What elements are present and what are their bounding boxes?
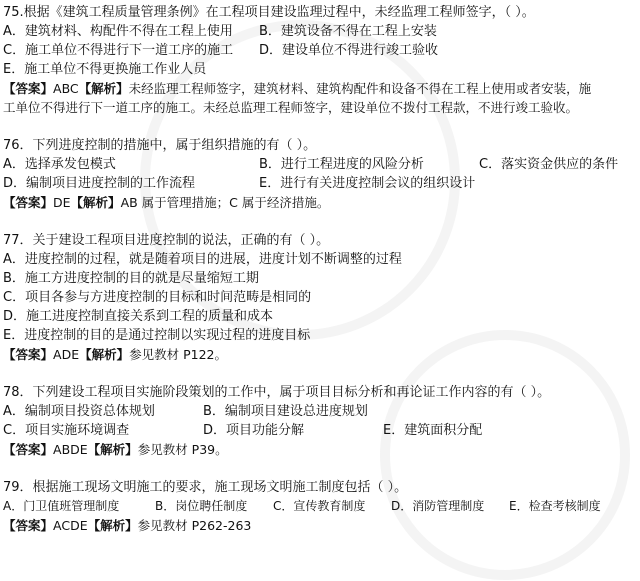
analysis-tag: 【解析】	[87, 442, 138, 457]
option-row	[3, 155, 637, 174]
analysis-text: AB 属于管理措施；C 属于经济措施。	[120, 195, 330, 210]
spacer	[3, 364, 637, 383]
question-stem: 75.根据《建筑工程质量管理条例》在工程项目建设监理过程中，未经监理工程师签字，（ ）。	[3, 5, 535, 20]
answer-value: ABC	[53, 81, 79, 96]
answer-tag: 【答案】	[3, 347, 54, 362]
question-79	[3, 478, 637, 535]
option-b: B．建筑设备不得在工程上安装	[259, 24, 437, 39]
option-b: B．进行工程进度的风险分析	[259, 157, 424, 172]
answer-value: ABDE	[53, 442, 88, 457]
option-c: C．项目各参与方进度控制的目标和时间范畴是相同的	[3, 290, 312, 305]
analysis-tag: 【解析】	[78, 81, 129, 96]
answer-tag: 【答案】	[3, 81, 54, 96]
answer-line	[3, 345, 637, 364]
option-e: E．检查考核制度	[509, 499, 601, 513]
option-b: B．编制项目建设总进度规划	[203, 404, 368, 419]
option-d: D．建设单位不得进行竣工验收	[259, 43, 439, 58]
question-78	[3, 383, 637, 459]
spacer	[3, 117, 637, 136]
question-sheet	[3, 3, 637, 535]
option-d: D．消防管理制度	[391, 499, 485, 513]
option-a: A．门卫值班管理制度	[3, 499, 120, 513]
option-e: E．建筑面积分配	[383, 423, 483, 438]
option-a: A．进度控制的过程，就是随着项目的进展，进度计划不断调整的过程	[3, 252, 402, 267]
option-a: A．选择承发包模式	[3, 157, 116, 172]
option-e: E．施工单位不得更换施工作业人员	[3, 62, 207, 77]
option-row	[3, 174, 637, 193]
question-76	[3, 136, 637, 212]
analysis-tag: 【解析】	[79, 347, 130, 362]
analysis-text: 参见教材 P122。	[129, 347, 227, 362]
option-c: C．项目实施环境调查	[3, 423, 130, 438]
answer-tag: 【答案】	[3, 518, 54, 533]
answer-value: DE	[53, 195, 71, 210]
option-e: E．进度控制的目的是通过控制以实现过程的进度目标	[3, 328, 311, 343]
answer-tag: 【答案】	[3, 195, 54, 210]
option-row	[3, 497, 637, 516]
option-d: D．项目功能分解	[203, 423, 305, 438]
analysis-text: 未经监理工程师签字，建筑材料、建筑构配件和设备不得在工程上使用或者安装，施	[128, 81, 592, 96]
question-stem: 79．根据施工现场文明施工的要求，施工现场文明施工制度包括（ ）。	[3, 480, 408, 495]
option-b: B．岗位聘任制度	[155, 499, 248, 513]
answer-line	[3, 440, 637, 459]
analysis-text: 参见教材 P262-263	[137, 518, 252, 533]
answer-value: ACDE	[53, 518, 88, 533]
answer-tag: 【答案】	[3, 442, 54, 457]
option-row	[3, 22, 637, 41]
option-c: C．落实资金供应的条件	[479, 157, 619, 172]
analysis-text-continued: 工单位不得进行下一道工序的施工。未经总监理工程师签字，建设单位不拨付工程款，不进行竣工验收。	[3, 100, 579, 115]
answer-value: ADE	[53, 347, 80, 362]
analysis-tag: 【解析】	[87, 518, 138, 533]
option-a: A．编制项目投资总体规划	[3, 404, 155, 419]
option-c: C．宣传教育制度	[273, 499, 366, 513]
answer-line	[3, 193, 637, 212]
question-stem: 78．下列建设工程项目实施阶段策划的工作中，属于项目目标分析和再论证工作内容的有（ ）。	[3, 385, 551, 400]
analysis-text: 参见教材 P39。	[137, 442, 228, 457]
question-stem: 77．关于建设工程项目进度控制的说法，正确的有（ ）。	[3, 233, 330, 248]
spacer	[3, 459, 637, 478]
option-a: A．建筑材料、构配件不得在工程上使用	[3, 24, 233, 39]
option-d: D．施工进度控制直接关系到工程的质量和成本	[3, 309, 274, 324]
analysis-tag: 【解析】	[70, 195, 121, 210]
question-77	[3, 231, 637, 364]
option-d: D．编制项目进度控制的工作流程	[3, 176, 196, 191]
option-e: E．进行有关进度控制会议的组织设计	[259, 176, 476, 191]
option-row	[3, 421, 637, 440]
option-row	[3, 402, 637, 421]
option-row	[3, 41, 637, 60]
option-c: C．施工单位不得进行下一道工序的施工	[3, 43, 234, 58]
answer-line	[3, 79, 637, 98]
spacer	[3, 212, 637, 231]
option-b: B．施工方进度控制的目的就是尽量缩短工期	[3, 271, 259, 286]
question-stem: 76．下列进度控制的措施中，属于组织措施的有（ ）。	[3, 138, 317, 153]
answer-line	[3, 516, 637, 535]
question-75	[3, 3, 637, 117]
